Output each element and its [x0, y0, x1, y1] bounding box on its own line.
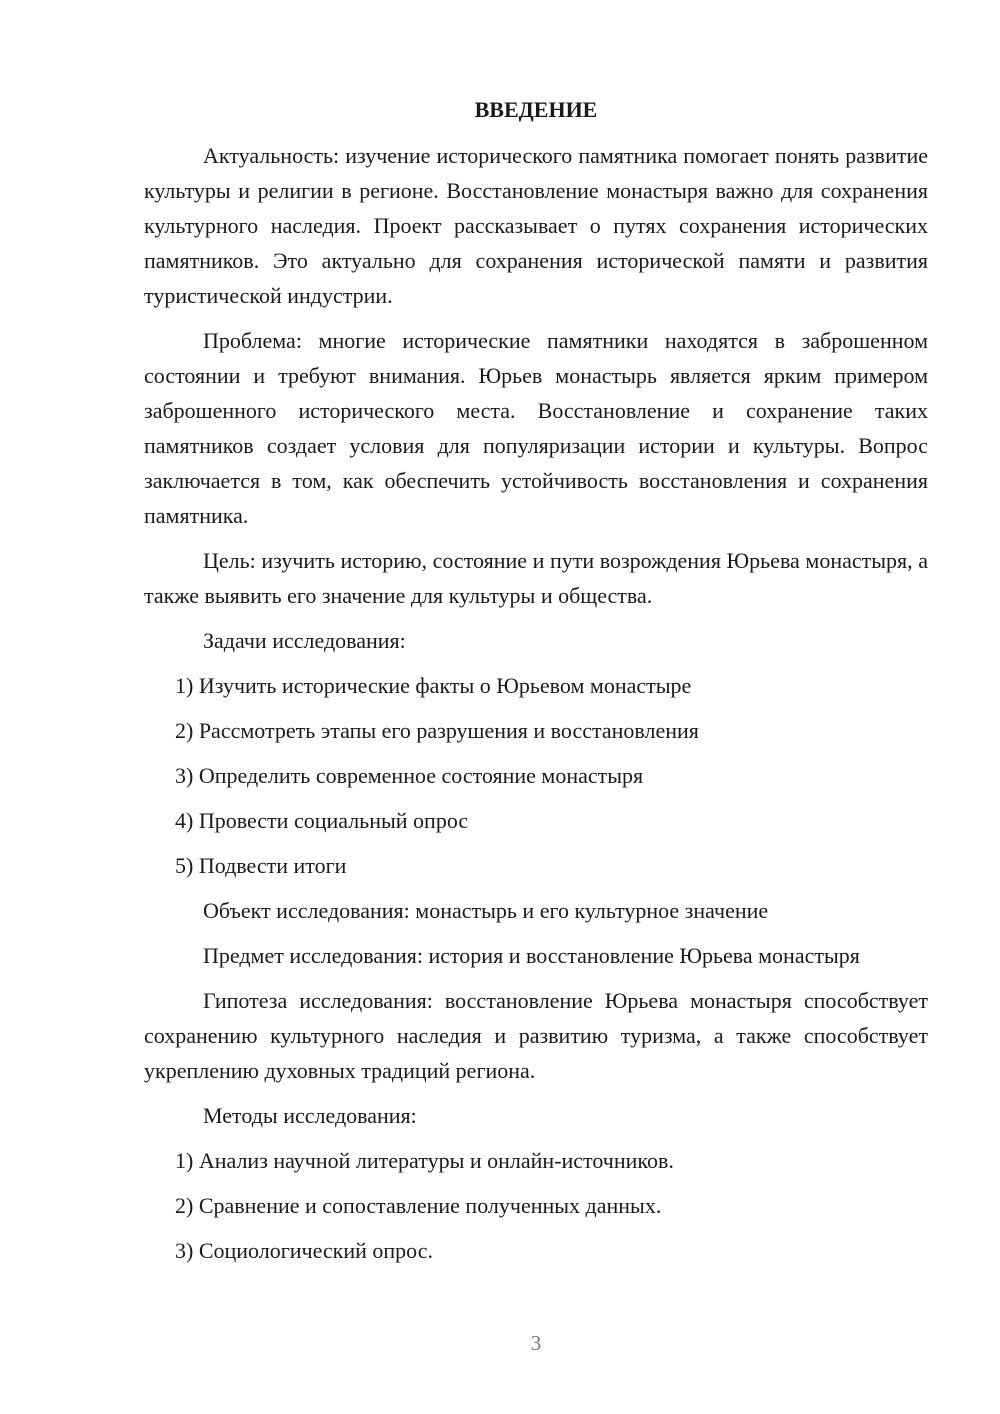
hypothesis-paragraph: Гипотеза исследования: восстановление Юрьева монастыря способствует сохранению культурного наследия и развитию туризма, а также способствует укреплению духовных традиций региона.: [144, 988, 928, 1083]
subject-paragraph: Предмет исследования: история и восстановление Юрьева монастыря: [203, 943, 860, 968]
goal-paragraph: Цель: изучить историю, состояние и пути возрождения Юрьева монастыря, а также выявить его значение для культуры и общества.: [144, 548, 928, 608]
methods-list: [144, 1143, 928, 1268]
list-item: 5) Подвести итоги: [175, 853, 347, 878]
list-item: 3) Определить современное состояние монастыря: [175, 763, 644, 788]
list-item: 1) Изучить исторические факты о Юрьевом монастыре: [175, 673, 692, 698]
tasks-list: [144, 668, 928, 883]
document-page: [144, 92, 928, 1278]
list-item: 2) Сравнение и сопоставление полученных данных.: [175, 1193, 662, 1218]
relevance-paragraph: Актуальность: изучение исторического памятника помогает понять развитие культуры и религии в регионе. Восстановление монастыря важно для сохранения культурного наследия. Проект рассказывает о путях сохранения исторических памятников. Это актуально для сохранения исторической памяти и развития туристической индустрии.: [144, 143, 928, 308]
problem-paragraph: Проблема: многие исторические памятники находятся в заброшенном состоянии и требуют внимания. Юрьев монастырь является ярким примером заброшенного исторического места. Восстановление и сохранение таких памятников создает условия для популяризации истории и культуры. Вопрос заключается в том, как обеспечить устойчивость восстановления и сохранения памятника.: [144, 328, 928, 528]
object-paragraph: Объект исследования: монастырь и его культурное значение: [203, 898, 769, 923]
list-item: 4) Провести социальный опрос: [175, 808, 469, 833]
page-number: 3: [530, 1331, 542, 1355]
methods-heading: Методы исследования:: [203, 1103, 417, 1128]
list-item: 3) Социологический опрос.: [175, 1238, 433, 1263]
list-item: 1) Анализ научной литературы и онлайн-источников.: [175, 1148, 674, 1173]
list-item: 2) Рассмотреть этапы его разрушения и восстановления: [175, 718, 699, 743]
document-title: ВВЕДЕНИЕ: [474, 97, 598, 122]
tasks-heading: Задачи исследования:: [203, 628, 406, 653]
